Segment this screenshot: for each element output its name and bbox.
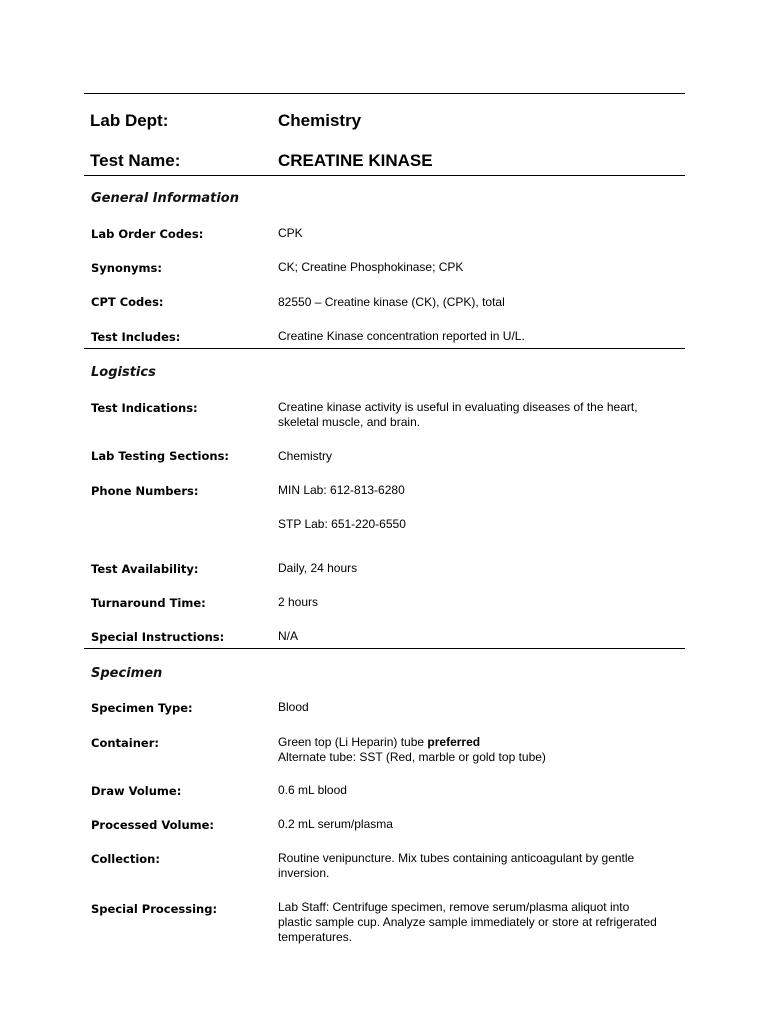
specimen-type-value: Blood: [278, 700, 309, 714]
draw-volume-value: 0.6 mL blood: [278, 783, 347, 797]
section-specimen: Specimen: [91, 666, 163, 681]
special-instructions-label: Special Instructions:: [91, 630, 225, 644]
header-rule: [84, 175, 685, 176]
special-processing-label: Special Processing:: [91, 902, 218, 916]
collection-line-2: inversion.: [278, 866, 330, 880]
test-indications-line-1: Creatine kinase activity is useful in evaluating diseases of the heart,: [278, 400, 638, 414]
container-label: Container:: [91, 736, 159, 750]
draw-volume-label: Draw Volume:: [91, 784, 182, 798]
test-indications-label: Test Indications:: [91, 401, 198, 415]
collection-label: Collection:: [91, 852, 160, 866]
collection-value: [278, 851, 683, 881]
test-includes-value: Creatine Kinase concentration reported in U/L.: [278, 329, 525, 343]
specimen-type-label: Specimen Type:: [91, 701, 193, 715]
test-indications-line-2: skeletal muscle, and brain.: [278, 415, 421, 429]
test-name-value: CREATINE KINASE: [278, 151, 433, 170]
phone-stp-lab: STP Lab: 651-220-6550: [278, 517, 406, 531]
special-processing-value: [278, 900, 683, 945]
lab-order-codes-value: CPK: [278, 226, 303, 240]
cpt-codes-value: 82550 – Creatine kinase (CK), (CPK), total: [278, 295, 505, 309]
test-availability-value: Daily, 24 hours: [278, 561, 358, 575]
phone-min-lab: MIN Lab: 612-813-6280: [278, 483, 405, 497]
container-line-2: Alternate tube: SST (Red, marble or gold top tube): [278, 750, 546, 764]
lab-dept-value: Chemistry: [278, 111, 362, 130]
processed-volume-label: Processed Volume:: [91, 818, 215, 832]
phone-numbers-label: Phone Numbers:: [91, 484, 199, 498]
lab-testing-sections-label: Lab Testing Sections:: [91, 449, 230, 463]
cpt-codes-label: CPT Codes:: [91, 295, 164, 309]
test-indications-value: [278, 400, 683, 430]
container-preferred-text: preferred: [427, 735, 481, 749]
lab-testing-sections-value: Chemistry: [278, 449, 333, 463]
container-line-1: [278, 735, 683, 750]
section-logistics: Logistics: [91, 365, 156, 380]
special-processing-line-2: plastic sample cup. Analyze sample immediately or store at refrigerated: [278, 915, 657, 929]
synonyms-value: CK; Creatine Phosphokinase; CPK: [278, 260, 464, 274]
section-general-information: General Information: [91, 191, 239, 206]
turnaround-time-label: Turnaround Time:: [91, 596, 206, 610]
general-rule: [84, 348, 685, 349]
container-value: [278, 735, 683, 765]
test-name-label: Test Name:: [90, 151, 181, 170]
top-rule: [84, 93, 685, 94]
lab-order-codes-label: Lab Order Codes:: [91, 227, 204, 241]
container-line-1-text: Green top (Li Heparin) tube: [278, 735, 428, 749]
collection-line-1: Routine venipuncture. Mix tubes containing anticoagulant by gentle: [278, 851, 635, 865]
logistics-rule: [84, 648, 685, 649]
test-includes-label: Test Includes:: [91, 330, 181, 344]
turnaround-time-value: 2 hours: [278, 595, 319, 609]
lab-dept-label: Lab Dept:: [90, 111, 169, 130]
test-availability-label: Test Availability:: [91, 562, 199, 576]
special-instructions-value: N/A: [278, 629, 299, 643]
processed-volume-value: 0.2 mL serum/plasma: [278, 817, 393, 831]
special-processing-line-3: temperatures.: [278, 930, 353, 944]
special-processing-line-1: Lab Staff: Centrifuge specimen, remove serum/plasma aliquot into: [278, 900, 630, 914]
synonyms-label: Synonyms:: [91, 261, 162, 275]
